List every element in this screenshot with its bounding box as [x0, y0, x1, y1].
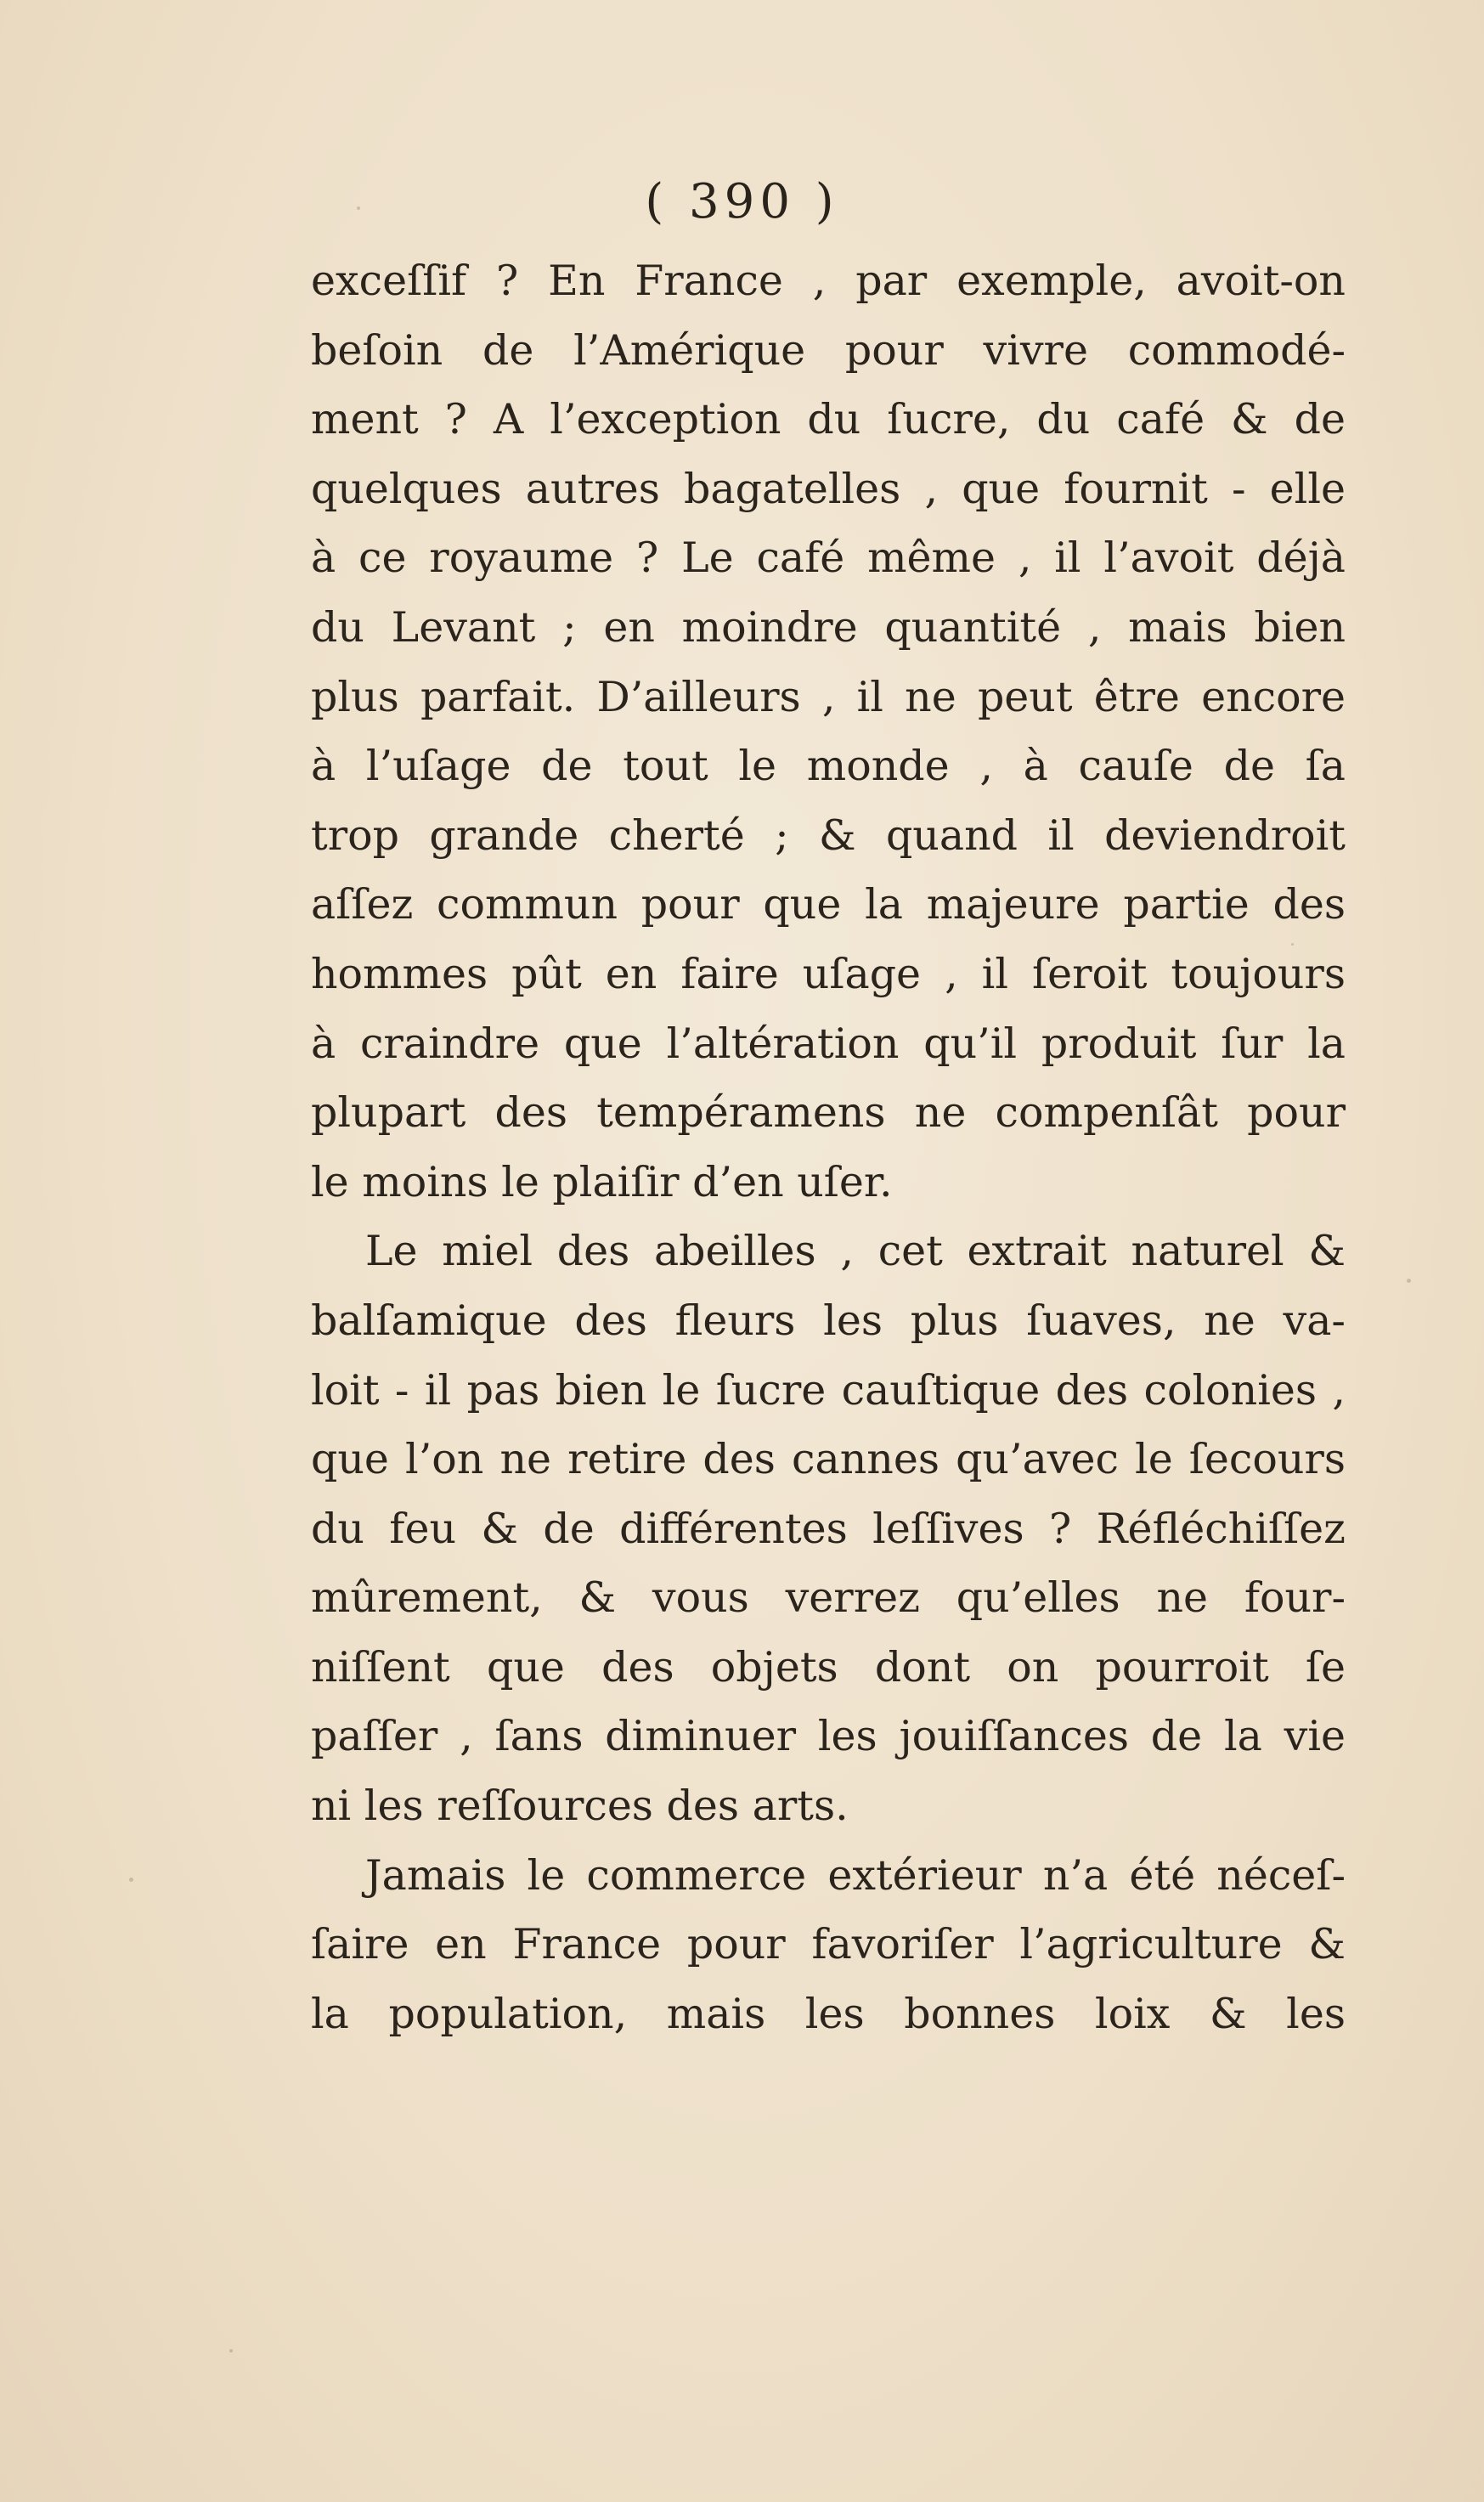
text-line: loit - il pas bien le ſucre cauſtique des colonies , — [311, 1365, 1346, 1415]
text-line: aſſez commun pour que la majeure partie des — [311, 880, 1346, 929]
text-line: plupart des tempéramens ne compenſât pour — [311, 1088, 1346, 1138]
paragraph-start-line: Le miel des abeilles , cet extrait naturel & — [365, 1227, 1346, 1276]
text-line: que l’on ne retire des cannes qu’avec le ſecours — [311, 1435, 1346, 1484]
text-line: à l’uſage de tout le monde , à cauſe de ſa — [311, 742, 1346, 791]
paper-speck — [129, 1878, 133, 1882]
paper-speck — [1291, 943, 1294, 946]
text-line: trop grande cherté ; & quand il deviendroit — [311, 810, 1346, 860]
paper-speck — [357, 206, 360, 210]
text-line: exceſſif ? En France , par exemple, avoit-on — [311, 257, 1346, 305]
text-line: paſſer , ſans diminuer les jouiſſances de la vie — [311, 1712, 1346, 1761]
paragraph-start-line: Jamais le commerce extérieur n’a été néceſ- — [365, 1850, 1346, 1900]
text-line: du Levant ; en moindre quantité , mais bien — [311, 602, 1346, 652]
text-line: ment ? A l’exception du ſucre, du café & de — [311, 395, 1346, 444]
text-line: plus parfait. D’ailleurs , il ne peut être encore — [311, 672, 1346, 721]
text-line: du feu & de différentes leſſives ? Réfléchiſſez — [311, 1504, 1346, 1553]
text-line: hommes pût en faire uſage , il ſeroit toujours — [311, 949, 1346, 998]
text-line: à craindre que l’altération qu’il produit ſur la — [311, 1019, 1346, 1068]
text-line: quelques autres bagatelles , que fournit - elle — [311, 464, 1346, 513]
text-line: la population, mais les bonnes loix & les — [311, 1989, 1346, 2038]
paper-speck — [229, 2349, 233, 2352]
text-line: ſaire en France pour favoriſer l’agriculture & — [311, 1920, 1346, 1969]
text-line: niſſent que des objets dont on pourroit ſe — [311, 1642, 1346, 1692]
paragraph-end-line: le moins le plaiſir d’en uſer. — [311, 1157, 893, 1206]
body-text — [311, 246, 1346, 2048]
paragraph-end-line: ni les reſſources des arts. — [311, 1782, 849, 1831]
text-line: beſoin de l’Amérique pour vivre commodé- — [311, 325, 1346, 375]
text-line: à ce royaume ? Le café même , il l’avoit déjà — [311, 534, 1346, 583]
text-line: balſamique des fleurs les plus ſuaves, ne va- — [311, 1296, 1346, 1345]
text-line: mûrement, & vous verrez qu’elles ne four- — [311, 1573, 1346, 1623]
paper-speck — [1407, 1279, 1411, 1283]
page-number: ( 390 ) — [645, 174, 839, 229]
